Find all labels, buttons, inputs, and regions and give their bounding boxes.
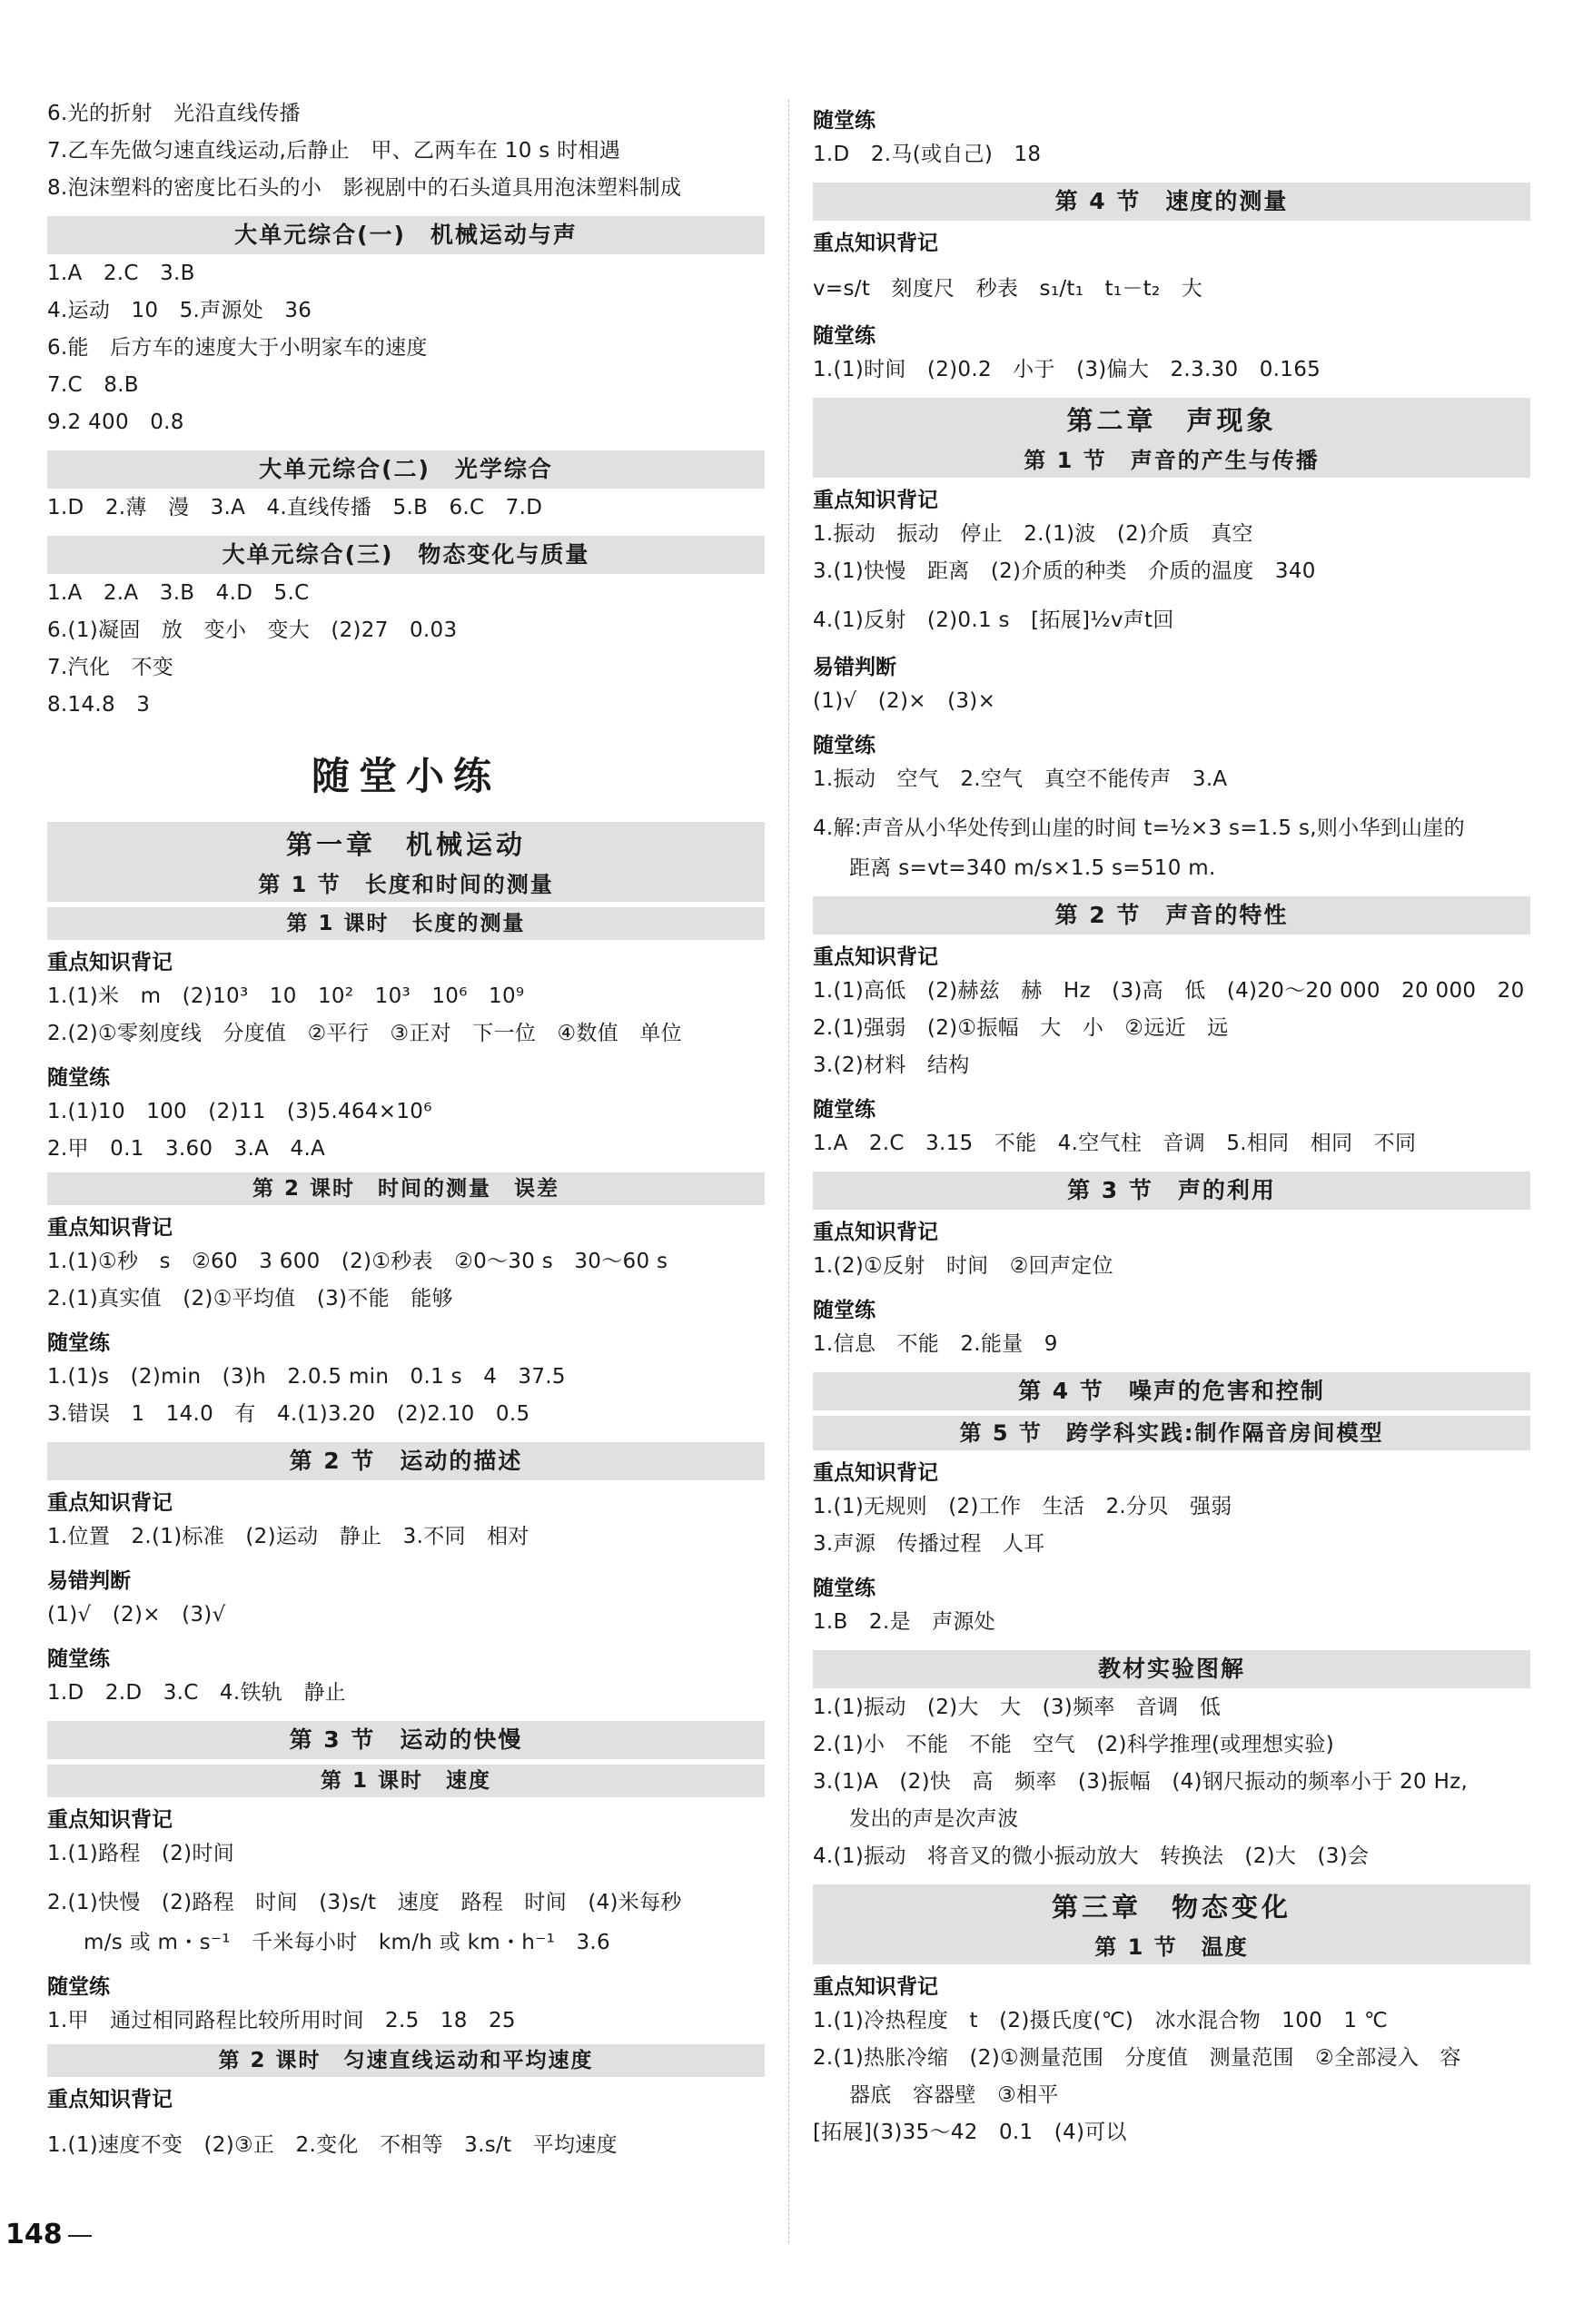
section-label: 重点知识背记	[813, 489, 938, 512]
answer-line: 1.甲 通过相同路程比较所用时间 2.5 18 25	[47, 2009, 516, 2032]
column-divider	[788, 100, 789, 2243]
subsection-heading: 第 1 节 温度	[813, 1930, 1530, 1964]
answer-line: 8.泡沫塑料的密度比石头的小 影视剧中的石头道具用泡沫塑料制成	[47, 176, 682, 200]
answer-line: 3.声源 传播过程 人耳	[813, 1532, 1045, 1556]
answer-line: 2.(2)①零刻度线 分度值 ②平行 ③正对 下一位 ④数值 单位	[47, 1022, 682, 1045]
section-heading: 第 2 节 运动的描述	[47, 1442, 765, 1480]
subsection-heading: 第 1 节 声音的产生与传播	[813, 443, 1530, 478]
section-label: 随堂练	[813, 1098, 876, 1122]
answer-line: 3.(1)A (2)快 高 频率 (3)振幅 (4)钢尺振动的频率小于 20 Hz,	[813, 1770, 1469, 1794]
chapter-heading: 第三章 物态变化	[813, 1884, 1530, 1930]
answer-line: (1)√ (2)× (3)√	[47, 1603, 226, 1627]
right-column	[813, 100, 1530, 2156]
part-title: 随堂小练	[311, 754, 500, 798]
section-heading: 第 3 节 声的利用	[813, 1172, 1530, 1210]
answer-line: 1.D 2.马(或自己) 18	[813, 143, 1042, 166]
answer-line: 1.(1)s (2)min (3)h 2.0.5 min 0.1 s 4 37.5	[47, 1365, 566, 1389]
answer-line: 1.(1)①秒 s ②60 3 600 (2)①秒表 ②0～30 s 30～60 s	[47, 1250, 668, 1273]
answer-line: 1.D 2.D 3.C 4.铁轨 静止	[47, 1681, 346, 1705]
page-number: 148	[5, 2219, 92, 2250]
section-label: 随堂练	[47, 1331, 110, 1355]
answer-line: 4.解:声音从小华处传到山崖的时间 t=½×3 s=1.5 s,则小华到山崖的	[813, 816, 1465, 840]
left-column	[47, 100, 765, 2171]
answer-line: 3.(1)快慢 距离 (2)介质的种类 介质的温度 340	[813, 559, 1316, 583]
answer-line-continued: m/s 或 m・s⁻¹ 千米每小时 km/h 或 km・h⁻¹ 3.6	[84, 1931, 610, 1954]
answer-line: 3.错误 1 14.0 有 4.(1)3.20 (2)2.10 0.5	[47, 1402, 530, 1426]
answer-line: 1.(1)无规则 (2)工作 生活 2.分贝 强弱	[813, 1495, 1232, 1518]
section-label: 重点知识背记	[47, 1808, 173, 1832]
answer-line: 2.(1)真实值 (2)①平均值 (3)不能 能够	[47, 1287, 453, 1310]
section-label: 随堂练	[813, 324, 876, 348]
answer-line: 6.光的折射 光沿直线传播	[47, 102, 301, 125]
answer-line: 1.(1)振动 (2)大 大 (3)频率 音调 低	[813, 1696, 1222, 1719]
lesson-heading: 第 2 课时 匀速直线运动和平均速度	[47, 2044, 765, 2077]
answer-line: [拓展](3)35～42 0.1 (4)可以	[813, 2121, 1127, 2144]
answer-line: 1.(2)①反射 时间 ②回声定位	[813, 1254, 1113, 1278]
section-label: 随堂练	[47, 1975, 110, 1999]
section-heading: 第 4 节 速度的测量	[813, 183, 1530, 221]
section-label: 重点知识背记	[47, 1491, 173, 1515]
section-heading: 大单元综合(三) 物态变化与质量	[47, 536, 765, 574]
lesson-heading: 第 1 课时 速度	[47, 1765, 765, 1797]
answer-line: 9.2 400 0.8	[47, 410, 184, 434]
section-label: 随堂练	[813, 1299, 876, 1322]
answer-line: 6.能 后方车的速度大于小明家车的速度	[47, 336, 428, 360]
lesson-heading: 第 1 课时 长度的测量	[47, 907, 765, 940]
answer-line: 1.B 2.是 声源处	[813, 1610, 995, 1634]
answer-line: 2.甲 0.1 3.60 3.A 4.A	[47, 1137, 326, 1161]
section-label: 重点知识背记	[47, 951, 173, 974]
section-label: 易错判断	[813, 656, 896, 679]
answer-line: 1.A 2.A 3.B 4.D 5.C	[47, 581, 310, 605]
section-label: 重点知识背记	[47, 2088, 173, 2111]
answer-line: 1.A 2.C 3.B	[47, 262, 195, 285]
answer-line: 8.14.8 3	[47, 693, 151, 717]
section-label: 重点知识背记	[47, 1216, 173, 1240]
answer-line: 1.D 2.薄 漫 3.A 4.直线传播 5.B 6.C 7.D	[47, 496, 543, 519]
chapter-heading: 第一章 机械运动	[47, 822, 765, 867]
answer-line: 6.(1)凝固 放 变小 变大 (2)27 0.03	[47, 618, 458, 642]
section-label: 重点知识背记	[813, 945, 938, 969]
answer-line: 1.(1)米 m (2)10³ 10 10² 10³ 10⁶ 10⁹	[47, 984, 525, 1008]
answer-line: 2.(1)小 不能 不能 空气 (2)科学推理(或理想实验)	[813, 1733, 1335, 1756]
answer-line: 4.(1)反射 (2)0.1 s [拓展]½v声t回	[813, 608, 1174, 632]
answer-line: 3.(2)材料 结构	[813, 1053, 970, 1077]
section-label: 随堂练	[813, 734, 876, 757]
subsection-heading: 第 1 节 长度和时间的测量	[47, 867, 765, 902]
answer-line: 1.振动 振动 停止 2.(1)波 (2)介质 真空	[813, 522, 1253, 546]
answer-line: 1.(1)高低 (2)赫兹 赫 Hz (3)高 低 (4)20～20 000 20 000 20	[813, 979, 1525, 1003]
answer-line: 1.位置 2.(1)标准 (2)运动 静止 3.不同 相对	[47, 1525, 529, 1548]
section-heading: 第 4 节 噪声的危害和控制	[813, 1372, 1530, 1410]
answer-line: 7.C 8.B	[47, 373, 139, 397]
answer-line: 1.(1)时间 (2)0.2 小于 (3)偏大 2.3.30 0.165	[813, 358, 1321, 381]
answer-line: 2.(1)热胀冷缩 (2)①测量范围 分度值 测量范围 ②全部浸入 容	[813, 2046, 1461, 2070]
answer-line: 1.(1)冷热程度 t (2)摄氏度(℃) 冰水混合物 100 1 ℃	[813, 2009, 1389, 2032]
section-label: 重点知识背记	[813, 1461, 938, 1485]
answer-line: 1.(1)速度不变 (2)③正 2.变化 不相等 3.s/t 平均速度	[47, 2133, 618, 2157]
answer-line: 1.振动 空气 2.空气 真空不能传声 3.A	[813, 767, 1228, 791]
answer-line: 1.(1)路程 (2)时间	[47, 1842, 235, 1865]
answer-line: 1.A 2.C 3.15 不能 4.空气柱 音调 5.相同 相同 不同	[813, 1132, 1417, 1155]
answer-line-continued: 器底 容器壁 ③相平	[849, 2083, 1059, 2107]
section-heading: 大单元综合(一) 机械运动与声	[47, 216, 765, 254]
section-label: 随堂练	[813, 109, 876, 133]
answer-line: 2.(1)强弱 (2)①振幅 大 小 ②远近 远	[813, 1016, 1229, 1040]
answer-line: 4.运动 10 5.声源处 36	[47, 299, 312, 322]
lesson-heading: 第 2 课时 时间的测量 误差	[47, 1172, 765, 1205]
answer-line: 2.(1)快慢 (2)路程 时间 (3)s/t 速度 路程 时间 (4)米每秒	[47, 1891, 682, 1914]
section-label: 易错判断	[47, 1569, 131, 1593]
answer-line: v=s/t 刻度尺 秒表 s₁/t₁ t₁－t₂ 大	[813, 277, 1203, 301]
section-label: 随堂练	[47, 1066, 110, 1090]
section-heading: 第 2 节 声音的特性	[813, 896, 1530, 935]
answer-line: 1.(1)10 100 (2)11 (3)5.464×10⁶	[47, 1100, 432, 1123]
section-label: 随堂练	[47, 1647, 110, 1671]
answer-line: 7.汽化 不变	[47, 656, 174, 679]
section-label: 重点知识背记	[813, 1975, 938, 1999]
answer-line: (1)√ (2)× (3)×	[813, 689, 996, 713]
section-label: 随堂练	[813, 1577, 876, 1600]
section-heading: 第 3 节 运动的快慢	[47, 1721, 765, 1759]
answer-line: 7.乙车先做匀速直线运动,后静止 甲、乙两车在 10 s 时相遇	[47, 139, 621, 163]
subsection-heading: 第 5 节 跨学科实践:制作隔音房间模型	[813, 1416, 1530, 1450]
section-heading: 大单元综合(二) 光学综合	[47, 450, 765, 489]
section-label: 重点知识背记	[813, 1221, 938, 1244]
section-label: 重点知识背记	[813, 232, 938, 255]
section-heading: 教材实验图解	[813, 1650, 1530, 1688]
chapter-heading: 第二章 声现象	[813, 398, 1530, 443]
answer-line: 1.信息 不能 2.能量 9	[813, 1332, 1058, 1356]
answer-line-continued: 发出的声是次声波	[849, 1807, 1019, 1831]
answer-line-continued: 距离 s=vt=340 m/s×1.5 s=510 m.	[849, 856, 1216, 880]
answer-line: 4.(1)振动 将音叉的微小振动放大 转换法 (2)大 (3)会	[813, 1844, 1370, 1868]
